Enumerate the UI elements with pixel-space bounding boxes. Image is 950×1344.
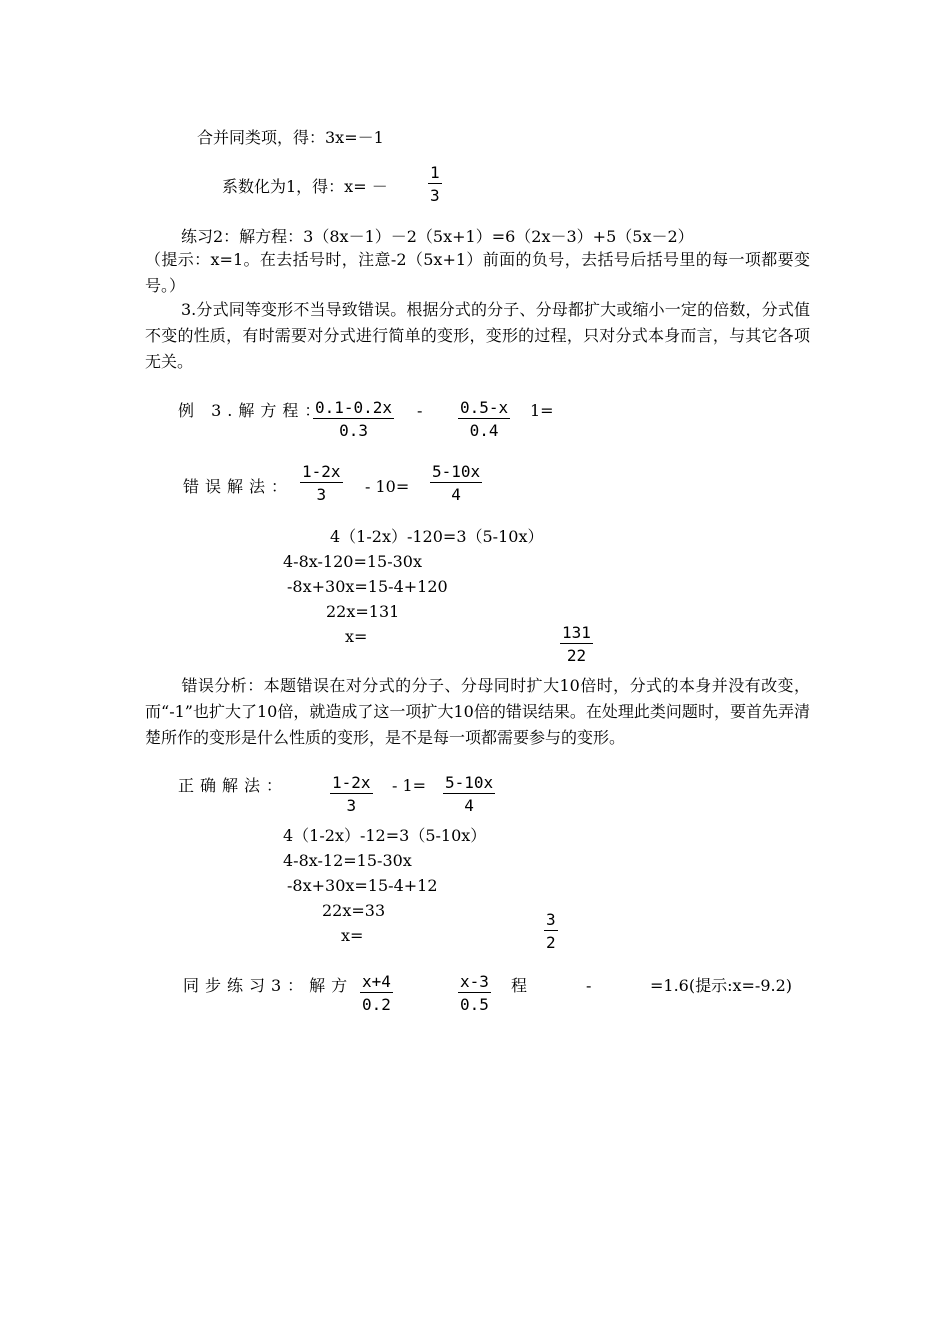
- numerator: 1: [430, 163, 440, 182]
- wrong-step: 4（1-2x）-120=3（5-10x）: [330, 527, 544, 546]
- hint-2: （提示：x=1。在去括号时，注意-2（5x+1）前面的负号，去括号后括号里的每一项都要变号。）: [145, 250, 810, 295]
- step-coefficient: 系数化为1，得：x= －: [222, 177, 388, 196]
- example-3-fraction-2: $\frac{0.5-x}{0.4}$: [460, 398, 509, 440]
- example-3-fraction-1: $\frac{0.1-0.2x}{0.3}$: [315, 398, 393, 440]
- example-3-label: 例 3.解方程：: [178, 401, 327, 420]
- wrong-solution-label: 错误解法：: [183, 477, 294, 496]
- denominator: 3: [430, 186, 440, 205]
- practice-3-fraction-1: $\frac{x+4}{0.2}$: [362, 972, 391, 1014]
- correct-solution-label: 正确解法：: [178, 776, 289, 795]
- correct-step: x=: [341, 926, 364, 945]
- section-3-paragraph: [145, 297, 810, 375]
- practice-3-label: 同步练习3：解方: [183, 976, 354, 995]
- correct-fraction-1: $\frac{1-2x}{3}$: [332, 773, 371, 815]
- wrong-mid: - 10=: [365, 477, 410, 496]
- step-combine: 合并同类项，得：3x=－1: [197, 128, 384, 147]
- wrong-fraction-1: $\frac{1-2x}{3}$: [302, 462, 341, 504]
- correct-fraction-2: $\frac{5-10x}{4}$: [445, 773, 494, 815]
- correct-result-fraction: $\frac{3}{2}$: [546, 910, 556, 952]
- wrong-step: x=: [345, 627, 368, 646]
- error-analysis-text: 错误分析：本题错误在对分式的分子、分母同时扩大10倍时，分式的本身并没有改变，而“-1”也扩大了10倍，就造成了这一项扩大10倍的错误结果。在处理此类问题时，要首先弄清楚所作的变形是什么性质的变形，是不是每一项都需要参与的变形。: [145, 676, 810, 747]
- practice-3-fraction-2: $\frac{x-3}{0.5}$: [460, 972, 489, 1014]
- correct-step: 4-8x-12=15-30x: [283, 851, 412, 870]
- wrong-result-fraction: $\frac{131}{22}$: [562, 623, 591, 665]
- error-analysis-paragraph: [145, 673, 810, 751]
- practice-3-minus: -: [586, 976, 592, 995]
- correct-step: -8x+30x=15-4+12: [287, 876, 438, 895]
- wrong-step: 4-8x-120=15-30x: [283, 552, 423, 571]
- section-3-text: 3.分式同等变形不当导致错误。根据分式的分子、分母都扩大或缩小一定的倍数，分式值不变的性质，有时需要对分式进行简单的变形，变形的过程，只对分式本身而言，与其它各项无关。: [145, 300, 810, 371]
- wrong-step: 22x=131: [326, 602, 400, 621]
- exercise-2: 练习2：解方程：3（8x－1）－2（5x+1）=6（2x－3）+5（5x－2）: [181, 227, 694, 246]
- fraction-one-third: [428, 163, 442, 206]
- correct-step: 22x=33: [322, 901, 386, 920]
- correct-step: 4（1-2x）-12=3（5-10x）: [283, 826, 487, 845]
- practice-3-tail: =1.6(提示:x=-9.2): [650, 976, 793, 995]
- example-3-rhs: 1=: [530, 401, 554, 420]
- wrong-step: -8x+30x=15-4+120: [287, 577, 448, 596]
- wrong-fraction-2: $\frac{5-10x}{4}$: [432, 462, 481, 504]
- correct-mid: - 1=: [392, 776, 427, 795]
- example-3-minus: -: [417, 401, 423, 420]
- practice-3-word: 程: [511, 976, 528, 995]
